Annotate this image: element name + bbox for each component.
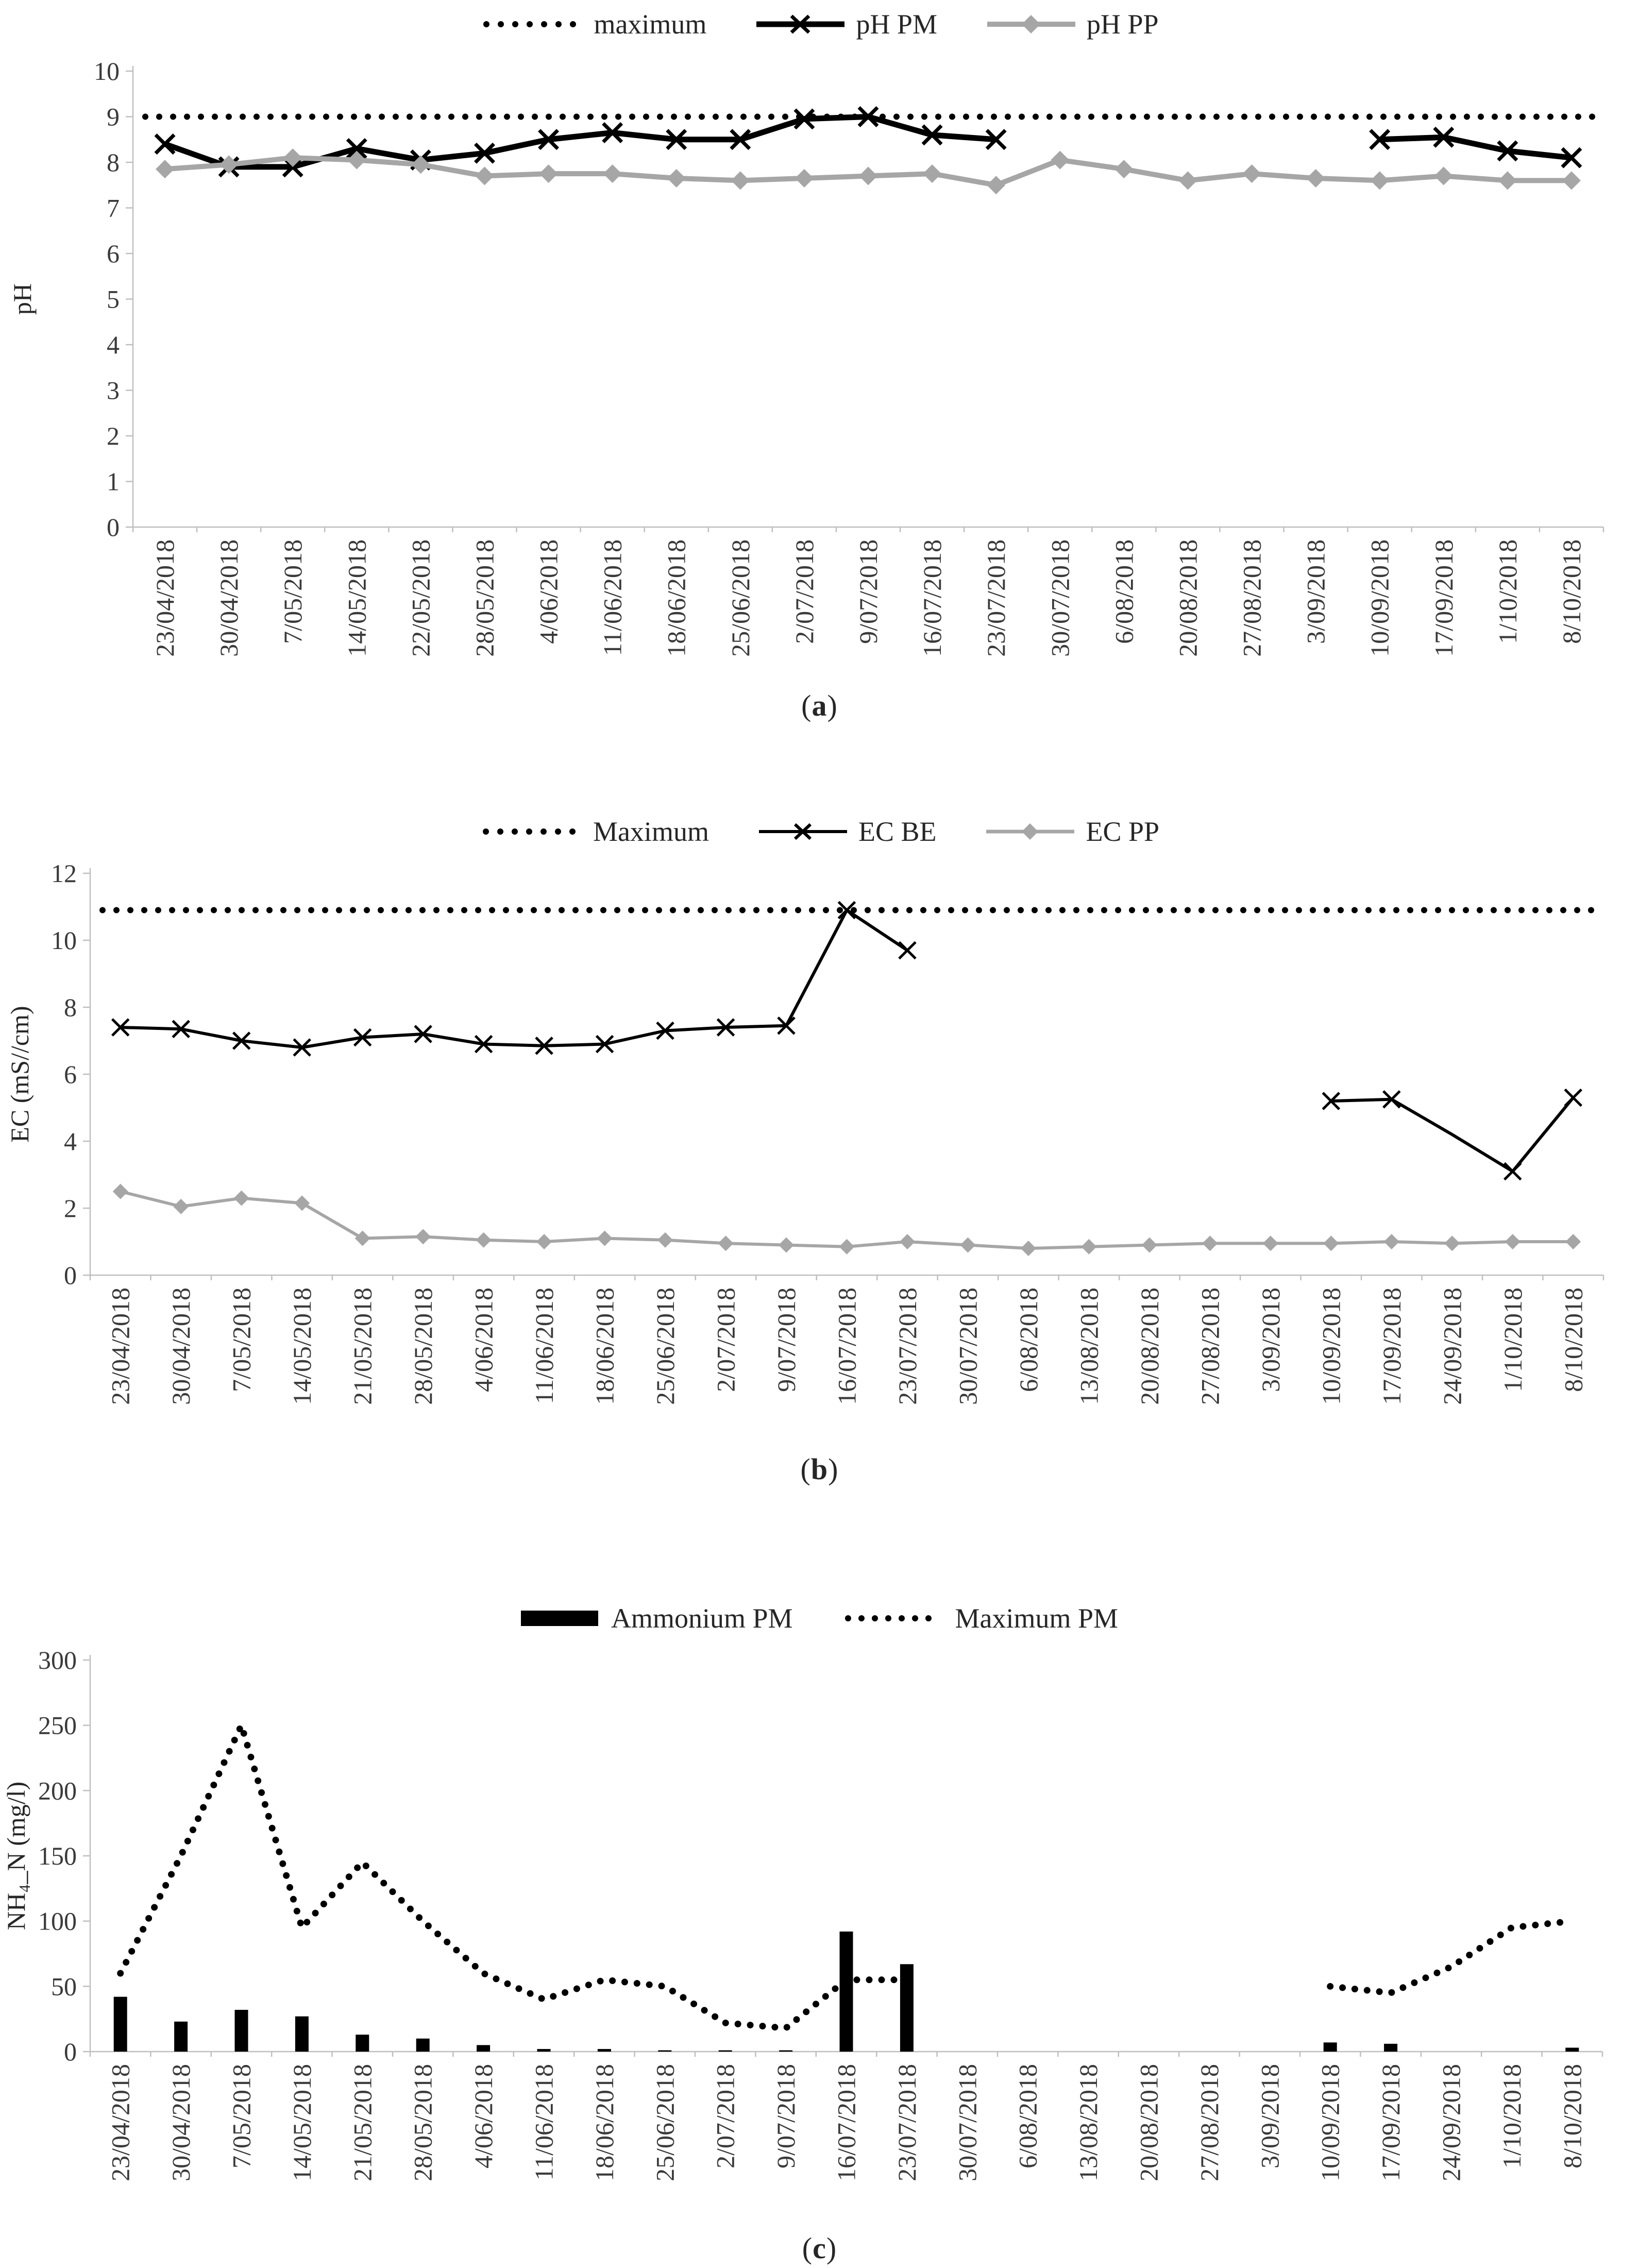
- svg-text:6: 6: [107, 239, 120, 268]
- svg-text:NH₄_N (mg/l): NH₄_N (mg/l): [2, 1781, 30, 1931]
- svg-text:6/08/2018: 6/08/2018: [1013, 2064, 1042, 2169]
- legend-item-maximum-pm: [842, 1602, 1119, 1634]
- svg-text:11/06/2018: 11/06/2018: [530, 1288, 559, 1404]
- figure-panel-b: [0, 816, 1639, 1486]
- svg-text:30/04/2018: 30/04/2018: [166, 2064, 196, 2181]
- svg-text:100: 100: [38, 1906, 77, 1936]
- svg-text:0: 0: [107, 513, 120, 541]
- svg-text:1/10/2018: 1/10/2018: [1498, 1288, 1527, 1392]
- line-x-marker-swatch-icon: [755, 13, 846, 36]
- figure-panel-c: [0, 1602, 1639, 2265]
- svg-text:30/07/2018: 30/07/2018: [953, 1288, 983, 1405]
- svg-text:7/05/2018: 7/05/2018: [278, 539, 308, 644]
- svg-text:8: 8: [107, 148, 120, 177]
- svg-text:250: 250: [38, 1711, 77, 1740]
- svg-text:25/06/2018: 25/06/2018: [650, 2064, 680, 2181]
- svg-text:30/04/2018: 30/04/2018: [166, 1288, 196, 1405]
- svg-text:17/09/2018: 17/09/2018: [1377, 1288, 1406, 1405]
- svg-text:20/08/2018: 20/08/2018: [1173, 539, 1203, 657]
- svg-text:4: 4: [107, 330, 120, 359]
- svg-text:5: 5: [107, 284, 120, 314]
- caption-letter: a: [812, 689, 827, 722]
- svg-text:27/08/2018: 27/08/2018: [1194, 2064, 1224, 2181]
- legend-label: pH PP: [1086, 9, 1159, 40]
- svg-text:300: 300: [38, 1646, 77, 1674]
- legend-item-ammonium-pm: [521, 1602, 793, 1634]
- figure-caption-b: [801, 1452, 839, 1486]
- caption-close: ): [828, 1452, 839, 1486]
- svg-text:7/05/2018: 7/05/2018: [227, 2064, 256, 2169]
- caption-letter: b: [810, 1452, 829, 1486]
- legend-item-maximum: [480, 816, 709, 848]
- svg-text:2/07/2018: 2/07/2018: [711, 1288, 740, 1392]
- svg-text:8/10/2018: 8/10/2018: [1557, 539, 1586, 644]
- svg-text:10/09/2018: 10/09/2018: [1315, 2064, 1345, 2181]
- svg-text:18/06/2018: 18/06/2018: [662, 539, 691, 657]
- svg-text:2: 2: [107, 421, 120, 450]
- svg-text:6: 6: [64, 1060, 77, 1089]
- legend-label: Maximum PM: [955, 1603, 1119, 1634]
- svg-text:EC (mS//cm): EC (mS//cm): [5, 1006, 34, 1143]
- svg-text:7/05/2018: 7/05/2018: [227, 1288, 256, 1392]
- ammonium-bar-chart: [0, 1634, 1639, 2227]
- ec-time-series-chart: [0, 848, 1639, 1448]
- svg-text:25/06/2018: 25/06/2018: [725, 539, 755, 657]
- chart-a-legend: [480, 8, 1158, 40]
- svg-text:2: 2: [64, 1194, 77, 1223]
- svg-text:28/05/2018: 28/05/2018: [470, 539, 499, 657]
- caption-close: ): [827, 689, 838, 722]
- svg-text:9/07/2018: 9/07/2018: [771, 2064, 801, 2169]
- svg-text:23/04/2018: 23/04/2018: [106, 2064, 135, 2181]
- figure-caption-a: [801, 688, 838, 723]
- svg-text:3/09/2018: 3/09/2018: [1256, 1288, 1285, 1392]
- line-diamond-marker-swatch-icon: [986, 13, 1076, 36]
- figure-panel-a: [0, 0, 1639, 723]
- svg-text:30/07/2018: 30/07/2018: [1045, 539, 1075, 657]
- svg-text:9/07/2018: 9/07/2018: [772, 1288, 801, 1392]
- svg-text:9/07/2018: 9/07/2018: [854, 539, 883, 644]
- svg-text:30/07/2018: 30/07/2018: [953, 2064, 982, 2181]
- caption-open: (: [802, 2231, 813, 2265]
- line-diamond-marker-swatch-icon: [985, 820, 1075, 843]
- svg-text:3: 3: [107, 376, 120, 405]
- svg-text:1/10/2018: 1/10/2018: [1493, 539, 1522, 644]
- svg-text:2/07/2018: 2/07/2018: [711, 2064, 740, 2169]
- caption-open: (: [801, 689, 812, 722]
- svg-text:21/05/2018: 21/05/2018: [348, 2064, 377, 2181]
- dotted-line-swatch-icon: [480, 14, 583, 35]
- svg-text:30/04/2018: 30/04/2018: [214, 539, 244, 657]
- dotted-line-swatch-icon: [842, 1608, 945, 1629]
- svg-text:17/09/2018: 17/09/2018: [1429, 539, 1458, 657]
- svg-text:23/04/2018: 23/04/2018: [150, 539, 180, 657]
- svg-text:23/04/2018: 23/04/2018: [106, 1288, 135, 1405]
- svg-text:8: 8: [64, 993, 77, 1022]
- svg-text:16/07/2018: 16/07/2018: [832, 1288, 861, 1405]
- caption-letter: c: [813, 2231, 826, 2265]
- svg-text:28/05/2018: 28/05/2018: [408, 2064, 437, 2181]
- legend-item-ph-pp: [986, 8, 1159, 40]
- svg-text:28/05/2018: 28/05/2018: [409, 1288, 438, 1405]
- svg-text:23/07/2018: 23/07/2018: [892, 1288, 922, 1405]
- svg-text:25/06/2018: 25/06/2018: [651, 1288, 680, 1405]
- svg-text:27/08/2018: 27/08/2018: [1237, 539, 1266, 657]
- legend-item-maximum: [480, 8, 706, 40]
- svg-text:200: 200: [38, 1776, 77, 1805]
- legend-item-ec-pp: [985, 816, 1159, 848]
- svg-text:12: 12: [51, 859, 77, 888]
- svg-text:1/10/2018: 1/10/2018: [1497, 2064, 1526, 2169]
- caption-open: (: [800, 1452, 811, 1486]
- ph-time-series-chart: [0, 40, 1639, 684]
- legend-item-ec-be: [758, 816, 937, 848]
- svg-text:20/08/2018: 20/08/2018: [1135, 1288, 1164, 1405]
- svg-text:13/08/2018: 13/08/2018: [1074, 2064, 1103, 2181]
- svg-text:11/06/2018: 11/06/2018: [529, 2064, 559, 2180]
- bar-swatch-icon: [521, 1608, 601, 1629]
- svg-text:3/09/2018: 3/09/2018: [1255, 2064, 1285, 2169]
- svg-text:4/06/2018: 4/06/2018: [469, 2064, 498, 2169]
- svg-text:pH: pH: [8, 283, 37, 315]
- svg-text:11/06/2018: 11/06/2018: [598, 539, 627, 656]
- svg-text:9: 9: [107, 102, 120, 131]
- caption-close: ): [826, 2231, 837, 2265]
- svg-text:1: 1: [107, 467, 120, 496]
- chart-c-legend: [521, 1602, 1118, 1634]
- svg-text:4/06/2018: 4/06/2018: [469, 1288, 498, 1392]
- svg-text:50: 50: [51, 1972, 77, 2001]
- svg-text:10/09/2018: 10/09/2018: [1316, 1288, 1346, 1405]
- line-x-marker-swatch-icon: [758, 820, 848, 843]
- svg-text:23/07/2018: 23/07/2018: [982, 539, 1011, 657]
- svg-text:6/08/2018: 6/08/2018: [1013, 1288, 1043, 1392]
- chart-b-legend: [480, 816, 1159, 848]
- legend-item-ph-pm: [755, 8, 937, 40]
- figure-caption-c: [802, 2231, 837, 2265]
- svg-text:16/07/2018: 16/07/2018: [832, 2064, 861, 2181]
- svg-text:14/05/2018: 14/05/2018: [288, 1288, 317, 1405]
- svg-text:23/07/2018: 23/07/2018: [892, 2064, 921, 2181]
- svg-text:2/07/2018: 2/07/2018: [789, 539, 819, 644]
- svg-text:22/05/2018: 22/05/2018: [406, 539, 435, 657]
- dotted-line-swatch-icon: [480, 821, 583, 842]
- legend-label: pH PM: [856, 9, 937, 40]
- svg-text:4/06/2018: 4/06/2018: [534, 539, 563, 644]
- svg-text:0: 0: [64, 2037, 77, 2066]
- svg-text:10/09/2018: 10/09/2018: [1365, 539, 1394, 657]
- legend-label: Ammonium PM: [611, 1603, 793, 1634]
- legend-label: maximum: [594, 9, 707, 40]
- svg-text:21/05/2018: 21/05/2018: [348, 1288, 377, 1405]
- legend-label: EC BE: [858, 816, 937, 847]
- svg-text:13/08/2018: 13/08/2018: [1074, 1288, 1104, 1405]
- svg-text:24/09/2018: 24/09/2018: [1437, 2064, 1466, 2181]
- legend-label: EC PP: [1086, 816, 1160, 847]
- svg-text:3/09/2018: 3/09/2018: [1301, 539, 1330, 644]
- svg-text:0: 0: [64, 1261, 77, 1290]
- svg-text:14/05/2018: 14/05/2018: [342, 539, 371, 657]
- svg-text:8/10/2018: 8/10/2018: [1559, 1288, 1588, 1392]
- svg-text:17/09/2018: 17/09/2018: [1376, 2064, 1406, 2181]
- legend-label: Maximum: [593, 816, 709, 847]
- svg-text:4: 4: [64, 1127, 77, 1156]
- svg-text:6/08/2018: 6/08/2018: [1109, 539, 1139, 644]
- svg-text:10: 10: [94, 57, 120, 86]
- svg-text:7: 7: [107, 193, 120, 223]
- svg-text:24/09/2018: 24/09/2018: [1438, 1288, 1467, 1405]
- svg-text:18/06/2018: 18/06/2018: [590, 1288, 619, 1405]
- svg-text:20/08/2018: 20/08/2018: [1134, 2064, 1163, 2181]
- svg-text:16/07/2018: 16/07/2018: [918, 539, 947, 657]
- svg-text:10: 10: [51, 926, 77, 955]
- svg-text:150: 150: [38, 1841, 77, 1870]
- svg-text:8/10/2018: 8/10/2018: [1558, 2064, 1587, 2169]
- svg-text:27/08/2018: 27/08/2018: [1195, 1288, 1225, 1405]
- svg-text:18/06/2018: 18/06/2018: [589, 2064, 619, 2181]
- svg-text:14/05/2018: 14/05/2018: [287, 2064, 316, 2181]
